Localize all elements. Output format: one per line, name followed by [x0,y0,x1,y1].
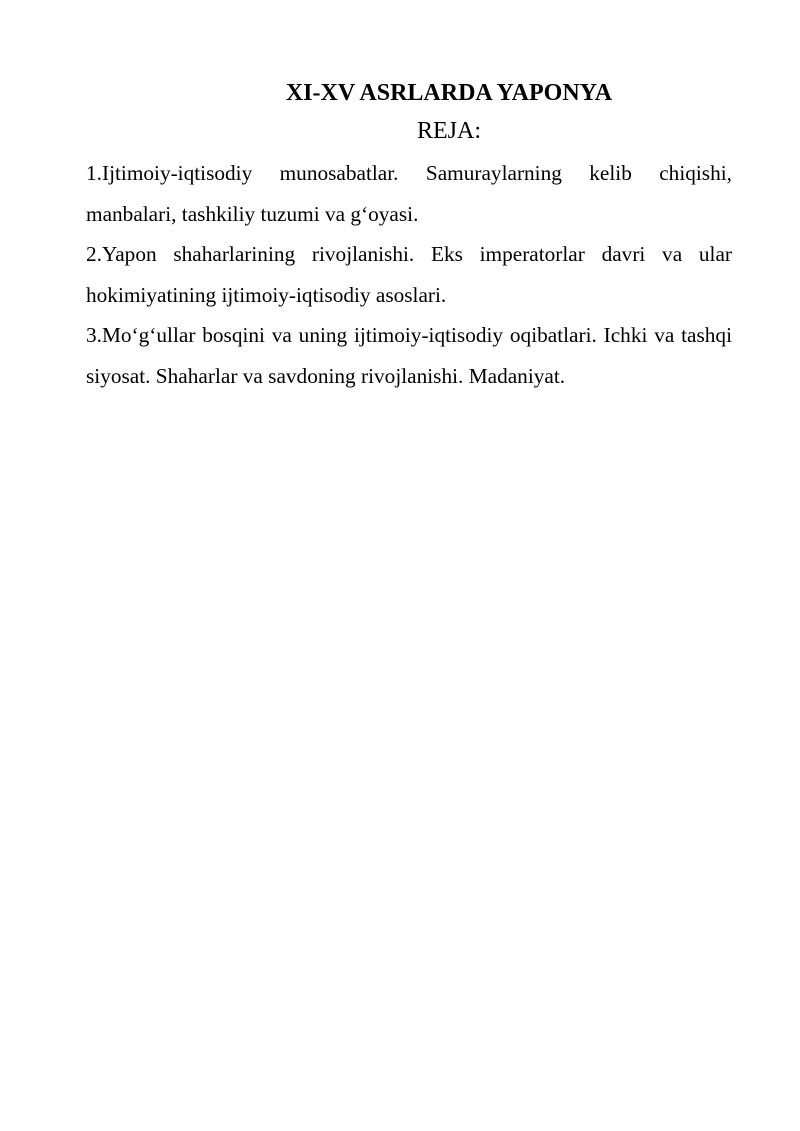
plan-list [86,153,732,396]
plan-item-3: 3.Mo‘g‘ullar bosqini va uning ijtimoiy-iqtisodiy oqibatlari. Ichki va tashqi siyosat. Shaharlar va savdoning rivojlanishi. Madaniyat. [86,323,732,388]
plan-heading: REJA: [416,118,481,144]
document-page [86,76,732,396]
plan-item-1: 1.Ijtimoiy-iqtisodiy munosabatlar. Samuraylarning kelib chiqishi, manbalari, tashkiliy tuzumi va g‘oyasi. [86,161,732,226]
plan-item-2: 2.Yapon shaharlarining rivojlanishi. Eks imperatorlar davri va ular hokimiyatining ijtimoiy-iqtisodiy asoslari. [86,242,732,307]
document-title: XI-XV ASRLARDA YAPONYA [285,80,613,106]
